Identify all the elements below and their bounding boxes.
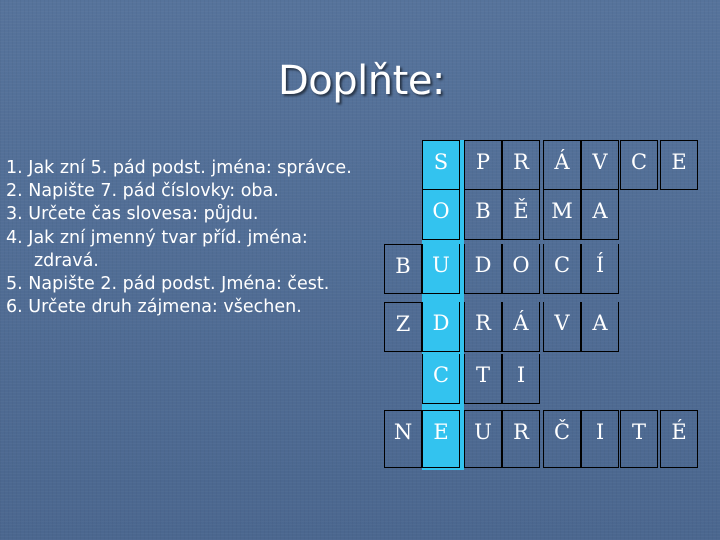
crossword-cell: T	[464, 354, 502, 404]
crossword-cell: R	[464, 302, 502, 352]
crossword-cell: Ě	[502, 190, 540, 240]
crossword-cell: R	[502, 140, 540, 190]
question-5: 5. Napište 2. pád podst. Jména: čest.	[6, 274, 330, 295]
crossword-cell: Á	[543, 140, 581, 190]
crossword-cell: Í	[581, 244, 619, 294]
slide-title: Doplňte:	[278, 58, 445, 104]
crossword-cell: Z	[384, 302, 422, 352]
question-6: 6. Určete druh zájmena: všechen.	[6, 297, 302, 318]
question-4: 4. Jak zní jmenný tvar příd. jména:	[6, 227, 308, 248]
crossword-cell: E	[422, 410, 460, 468]
crossword-cell: A	[581, 190, 619, 240]
crossword-cell: S	[422, 140, 460, 190]
crossword-cell: N	[384, 410, 422, 468]
crossword-cell: O	[422, 190, 460, 240]
crossword-cell: O	[502, 244, 540, 294]
crossword-cell: I	[502, 354, 540, 404]
crossword-cell: C	[620, 140, 658, 190]
question-3: 3. Určete čas slovesa: půjdu.	[6, 204, 259, 225]
crossword-cell: Č	[543, 410, 581, 468]
question-2: 2. Napište 7. pád číslovky: oba.	[6, 181, 279, 202]
crossword-cell: U	[422, 244, 460, 294]
crossword-cell: D	[464, 244, 502, 294]
crossword-cell: É	[660, 410, 698, 468]
crossword-cell: V	[581, 140, 619, 190]
crossword-cell: P	[464, 140, 502, 190]
crossword-cell: U	[464, 410, 502, 468]
crossword-cell: D	[422, 302, 460, 352]
crossword-cell: R	[502, 410, 540, 468]
crossword-cell: B	[384, 244, 422, 294]
crossword-cell: E	[660, 140, 698, 190]
question-list	[6, 157, 352, 319]
crossword-cell: C	[422, 354, 460, 404]
crossword-cell: C	[543, 244, 581, 294]
question-4-continuation: zdravá.	[34, 250, 99, 271]
crossword-cell: B	[464, 190, 502, 240]
crossword-cell: Á	[502, 302, 540, 352]
crossword-cell: V	[543, 302, 581, 352]
crossword-cell: T	[620, 410, 658, 468]
crossword-cell: I	[581, 410, 619, 468]
crossword-cell: M	[543, 190, 581, 240]
crossword-cell: A	[581, 302, 619, 352]
question-1: 1. Jak zní 5. pád podst. jména: správce.	[6, 158, 352, 178]
